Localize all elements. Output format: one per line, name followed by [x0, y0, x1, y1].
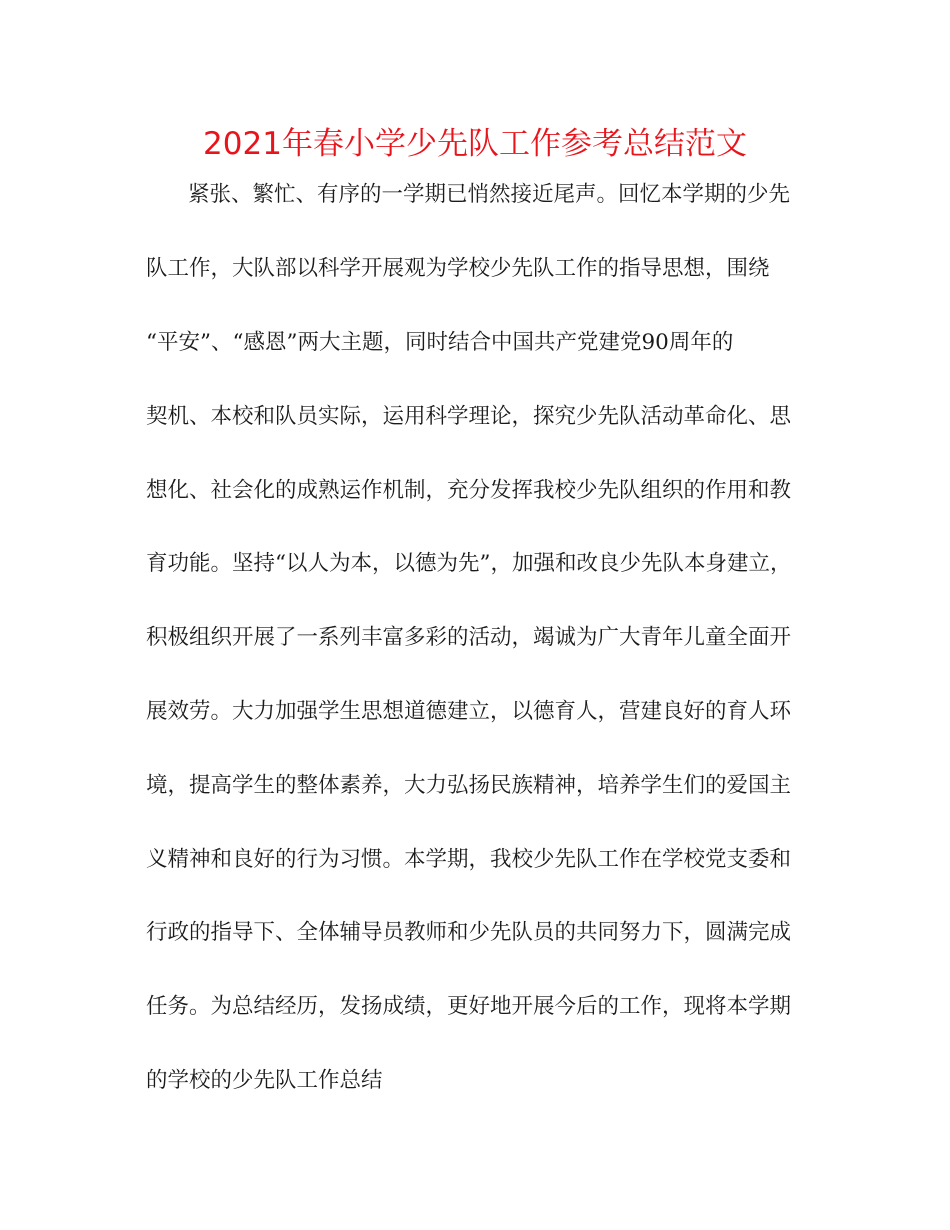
body-line-3: “平安”、“感恩”两大主题，同时结合中国共产党建党90周年的 [146, 330, 734, 355]
body-line-7: 积极组织开展了一系列丰富多彩的活动，竭诚为广大青年儿童全面开 [146, 625, 792, 650]
body-line-12: 任务。为总结经历，发扬成绩，更好地开展今后的工作，现将本学期 [146, 994, 792, 1019]
body-line-8: 展效劳。大力加强学生思想道德建立，以德育人，营建良好的育人环 [146, 699, 792, 724]
body-line-13: 的学校的少先队工作总结 [146, 1068, 383, 1093]
body-line-2: 队工作，大队部以科学开展观为学校少先队工作的指导思想，围绕 [146, 256, 770, 281]
body-line-6: 育功能。坚持“以人为本，以德为先”，加强和改良少先队本身建立， [146, 551, 792, 576]
body-line-9: 境，提高学生的整体素养，大力弘扬民族精神，培养学生们的爱国主 [146, 773, 792, 798]
body-line-1: 紧张、繁忙、有序的一学期已悄然接近尾声。回忆本学期的少先 [188, 182, 791, 207]
body-line-11: 行政的指导下、全体辅导员教师和少先队员的共同努力下，圆满完成 [146, 920, 792, 945]
body-line-5: 想化、社会化的成熟运作机制，充分发挥我校少先队组织的作用和教 [146, 478, 792, 503]
body-line-10: 义精神和良好的行为习惯。本学期，我校少先队工作在学校党支委和 [146, 847, 792, 872]
body-line-4: 契机、本校和队员实际，运用科学理论，探究少先队活动革命化、思 [146, 404, 792, 429]
document-title: 2021年春小学少先队工作参考总结范文 [203, 126, 747, 162]
